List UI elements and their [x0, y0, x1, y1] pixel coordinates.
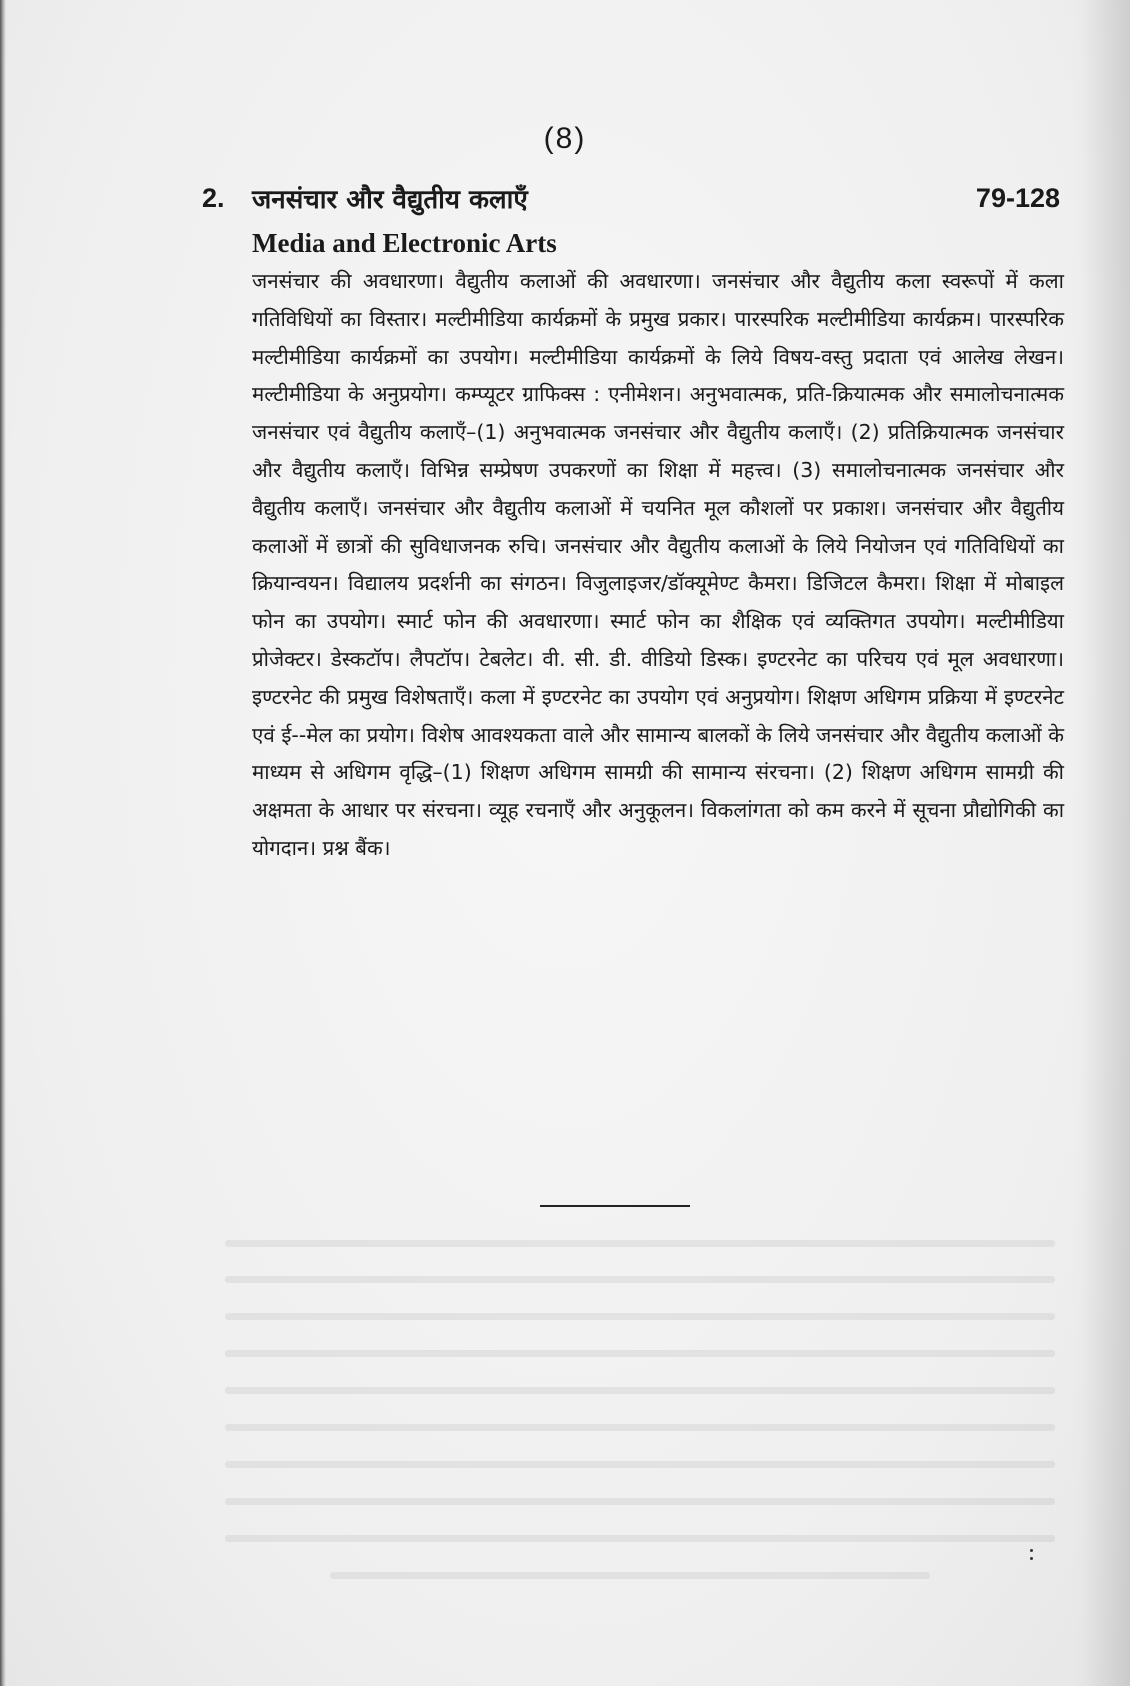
page-left-edge-shadow — [0, 0, 6, 1686]
section-title-english: Media and Electronic Arts — [252, 228, 557, 258]
ink-speck — [1030, 1549, 1033, 1552]
section-separator-rule — [540, 1205, 690, 1207]
section-number: 2. — [202, 183, 225, 213]
ink-speck — [1030, 1557, 1033, 1560]
section-title-hindi: जनसंचार और वैद्युतीय कलाएँ — [252, 185, 528, 215]
page-right-edge-shadow — [1070, 0, 1130, 1686]
page-number: (8) — [543, 122, 587, 155]
section-body-text: जनसंचार की अवधारणा। वैद्युतीय कलाओं की अवधारणा। जनसंचार और वैद्युतीय कला स्वरूपों में कला गतिविधियों का विस्तार। मल्टीमीडिया कार्यक्रमों के प्रमुख प्रकार। पारस्परिक मल्टीमीडिया कार्यक्रम। पारस्परिक मल्टीमीडिया कार्यक्रमों का उपयोग। मल्टीमीडिया कार्यक्रमों के लिये विषय-वस्तु प्रदाता एवं आलेख लेखन। मल्टीमीडिया के अनुप्रयोग। कम्प्यूटर ग्राफिक्स : एनीमेशन। अनुभवात्मक, प्रति-क्रियात्मक और समालोचनात्मक जनसंचार एवं वैद्युतीय कलाएँ–(1) अनुभवात्मक जनसंचार और वैद्युतीय कलाएँ। (2) प्रतिक्रियात्मक जनसंचार और वैद्युतीय कलाएँ। विभिन्न सम्प्रेषण उपकरणों का शिक्षा में महत्त्व। (3) समालोचनात्मक जनसंचार और वैद्युतीय कलाएँ। जनसंचार और वैद्युतीय कलाओं में चयनित मूल कौशलों पर प्रकाश। जनसंचार और वैद्युतीय कलाओं में छात्रों की सुविधाजनक रुचि। जनसंचार और वैद्युतीय कलाओं के लिये नियोजन एवं गतिविधियों का क्रियान्वयन। विद्यालय प्रदर्शनी का संगठन। विजुलाइजर/डॉक्यूमेण्ट कैमरा। डिजिटल कैमरा। शिक्षा में मोबाइल फोन का उपयोग। स्मार्ट फोन की अवधारणा। स्मार्ट फोन का शैक्षिक एवं व्यक्तिगत उपयोग। मल्टीमीडिया प्रोजेक्टर। डेस्कटॉप। लैपटॉप। टेबलेट। वी. सी. डी. वीडियो डिस्क। इण्टरनेट का परिचय एवं मूल अवधारणा। इण्टरनेट की प्रमुख विशेषताएँ। कला में इण्टरनेट का उपयोग एवं अनुप्रयोग। शिक्षण अधिगम प्रक्रिया में इण्टरनेट एवं ई--मेल का प्रयोग। विशेष आवश्यकता वाले और सामान्य बालकों के लिये जनसंचार और वैद्युतीय कलाओं के माध्यम से अधिगम वृद्धि–(1) शिक्षण अधिगम सामग्री की सामान्य संरचना। (2) शिक्षण अधिगम सामग्री की अक्षमता के आधार पर संरचना। व्यूह रचनाएँ और अनुकूलन। विकलांगता को कम करने में सूचना प्रौद्योगिकी का योगदान। प्रश्न बैंक। — [252, 269, 1064, 860]
section-page-range: 79-128 — [975, 183, 1060, 213]
